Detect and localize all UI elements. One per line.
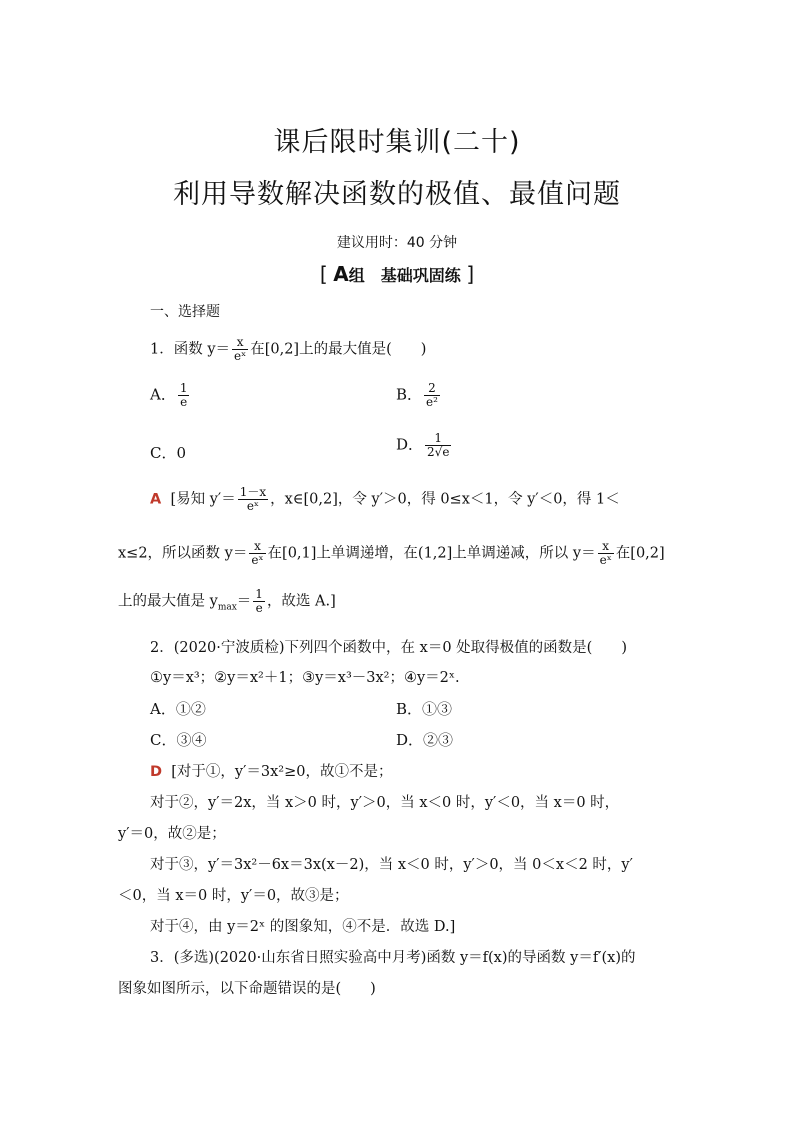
group-bracket-left: [ bbox=[319, 262, 328, 286]
q2-solution-line-4: 对于③，y′＝3x²－6x＝3x(x－2)，当 x＜0 时，y′＞0，当 0＜x＜2 时，y′ bbox=[150, 857, 633, 873]
q1-option-d-frac bbox=[425, 432, 451, 459]
q1-sol3-sub: max bbox=[217, 602, 237, 613]
q3-stem-line-2: 图象如图所示，以下命题错误的是( ) bbox=[118, 981, 376, 997]
q1-sol2-num2: x bbox=[598, 540, 614, 554]
q2-solution-line-1 bbox=[150, 760, 393, 781]
q1-sol3-num: 1 bbox=[255, 587, 263, 601]
q2-option-c: C．③④ bbox=[150, 731, 207, 749]
q1-option-b-frac bbox=[424, 382, 440, 409]
q1-option-d-den: 2√e bbox=[427, 445, 450, 459]
q2-solution-line-6: 对于④，由 y＝2ˣ 的图象知，④不是．故选 D.] bbox=[150, 919, 456, 935]
q1-sol2-den1: eˣ bbox=[251, 553, 264, 567]
q1-option-c: C．0 bbox=[150, 444, 187, 462]
q2-stem: 2．(2020·宁波质检)下列四个函数中，在 x＝0 处取得极值的函数是( ) bbox=[150, 640, 627, 656]
q1-sol1-frac bbox=[238, 486, 268, 513]
q1-option-a-den: e bbox=[180, 395, 188, 409]
q1-option-b-den: e² bbox=[426, 395, 438, 409]
group-bracket-right: ] bbox=[466, 262, 475, 286]
q1-sol1-text-b: ，x∈[0,2]，令 y′＞0，得 0≤x＜1，令 y′＜0，得 1＜ bbox=[270, 491, 620, 508]
q1-fraction bbox=[232, 336, 248, 363]
q1-sol3-den: e bbox=[255, 601, 263, 615]
q1-option-b-num: 2 bbox=[424, 382, 440, 396]
q2-solution-line-5: ＜0，当 x＝0 时，y′＝0，故③是； bbox=[118, 888, 349, 904]
q1-option-a-frac bbox=[178, 382, 190, 409]
q1-option-d-label: D． bbox=[396, 435, 424, 454]
q1-stem-prefix: 1．函数 y＝ bbox=[150, 341, 231, 358]
q1-sol2-text-b: 在[0,1]上单调递增，在(1,2]上单调递减，所以 y＝ bbox=[267, 545, 596, 562]
group-heading bbox=[0, 262, 794, 286]
q1-frac-num: x bbox=[232, 336, 248, 350]
page-subtitle: 利用导数解决函数的极值、最值问题 bbox=[173, 179, 621, 210]
q1-solution-line-3 bbox=[118, 588, 336, 615]
q1-sol1-num: 1－x bbox=[239, 485, 267, 499]
q1-sol2-text-c: 在[0,2] bbox=[615, 545, 665, 562]
q2-option-a: A．①② bbox=[150, 700, 206, 718]
q1-sol3-text-b: ＝ bbox=[236, 593, 252, 610]
q1-option-a-label: A． bbox=[150, 385, 176, 404]
q1-stem-suffix: 在[0,2]上的最大值是( ) bbox=[250, 341, 427, 358]
q1-option-a-num: 1 bbox=[179, 381, 188, 395]
q1-sol2-den2: eˣ bbox=[599, 553, 612, 567]
q3-stem-line-1: 3．(多选)(2020·山东省日照实验高中月考)函数 y＝f(x)的导函数 y＝f′(x)的 bbox=[150, 950, 636, 966]
group-name: 组 基础巩固练 bbox=[348, 266, 461, 285]
q1-sol3-frac bbox=[253, 588, 265, 615]
page-title: 课后限时集训(二十) bbox=[273, 127, 521, 158]
q1-sol2-frac-2 bbox=[598, 540, 614, 567]
q1-frac-den: eˣ bbox=[234, 349, 247, 363]
q1-option-a bbox=[150, 382, 191, 409]
q1-sol2-text-a: x≤2，所以函数 y＝ bbox=[118, 545, 248, 562]
q1-sol2-frac-1 bbox=[249, 540, 265, 567]
q1-option-b bbox=[396, 382, 442, 409]
q2-sol1-text: [对于①，y′＝3x²≥0，故①不是； bbox=[171, 764, 393, 780]
q2-functions: ①y＝x³；②y＝x²＋1；③y＝x³－3x²；④y＝2ˣ. bbox=[150, 670, 460, 686]
q1-sol3-text-a: 上的最大值是 y bbox=[118, 593, 218, 610]
q1-sol1-den: eˣ bbox=[246, 499, 259, 513]
section-title: 一、选择题 bbox=[150, 304, 220, 320]
q1-option-b-label: B． bbox=[396, 385, 423, 404]
q1-answer: A bbox=[150, 491, 162, 508]
q1-sol1-text-a: [易知 y′＝ bbox=[170, 491, 236, 508]
q1-solution-line-1 bbox=[150, 486, 620, 513]
group-letter: A bbox=[333, 262, 349, 286]
q1-option-d bbox=[396, 432, 453, 459]
q1-stem bbox=[150, 336, 426, 363]
q1-solution-line-2 bbox=[118, 540, 665, 567]
q1-option-d-num: 1 bbox=[425, 432, 451, 446]
q2-answer: D bbox=[150, 764, 163, 780]
q2-solution-line-3: y′＝0，故②是； bbox=[118, 826, 226, 842]
q2-option-b: B．①③ bbox=[396, 700, 453, 718]
q2-option-d: D．②③ bbox=[396, 731, 454, 749]
suggested-time: 建议用时：40 分钟 bbox=[336, 235, 458, 251]
q1-sol3-text-c: ，故选 A.] bbox=[266, 593, 336, 610]
q1-sol2-num1: x bbox=[249, 540, 265, 554]
q2-solution-line-2: 对于②，y′＝2x，当 x＞0 时，y′＞0，当 x＜0 时，y′＜0，当 x＝0 时， bbox=[150, 795, 620, 811]
